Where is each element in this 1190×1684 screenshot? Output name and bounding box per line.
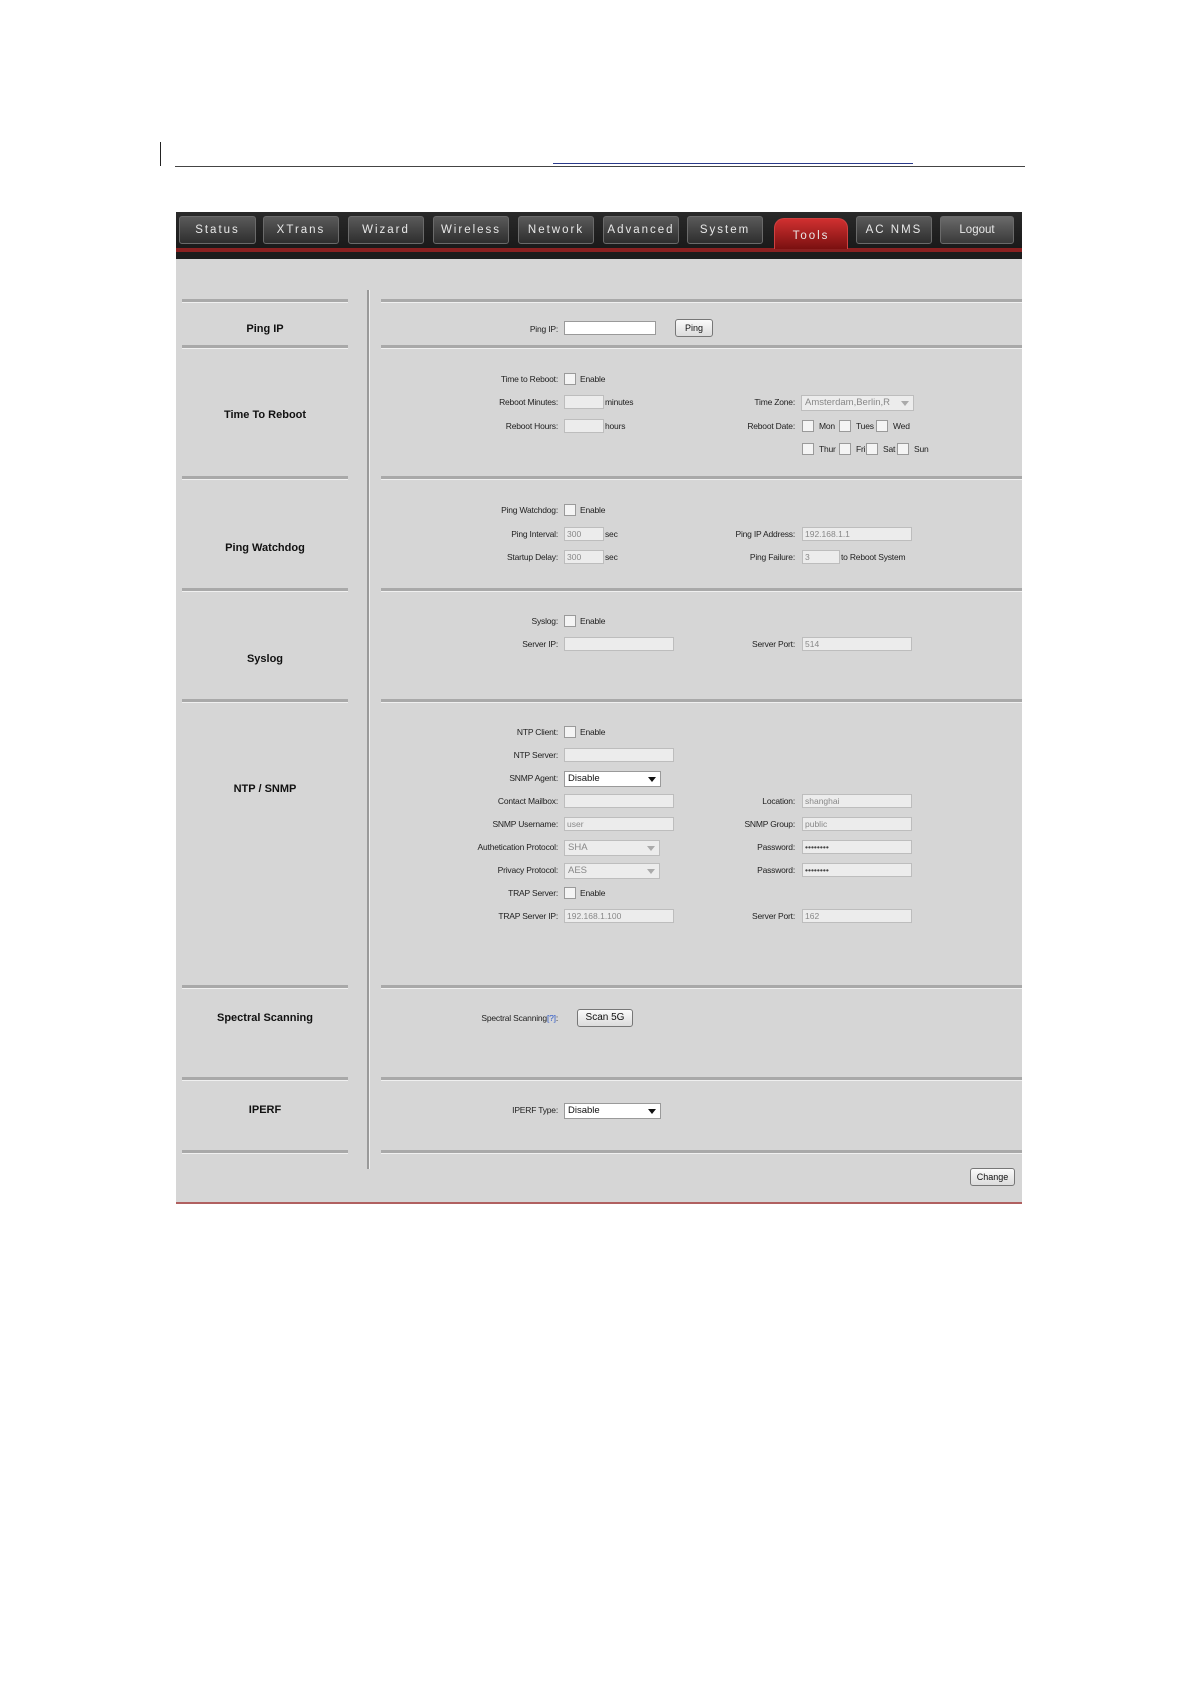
day-checkbox-sat[interactable] <box>866 443 878 455</box>
privacy-protocol-value: AES <box>568 865 588 876</box>
section-title-syslog: Syslog <box>246 653 284 665</box>
time-zone-select[interactable] <box>801 395 914 411</box>
time-zone-value: Amsterdam,Berlin,R <box>805 397 890 408</box>
section-title-spectral-scanning: Spectral Scanning <box>217 1012 313 1024</box>
ping-ip-address-label: Ping IP Address: <box>735 529 795 539</box>
reboot-hours-label: Reboot Hours: <box>505 421 558 431</box>
reboot-minutes-label: Reboot Minutes: <box>499 397 558 407</box>
ping-failure-input[interactable]: 3 <box>802 550 840 564</box>
divider <box>381 1150 1022 1154</box>
section-title-iperf: IPERF <box>248 1104 282 1116</box>
section-title-ping-watchdog: Ping Watchdog <box>225 542 305 554</box>
header-link-underline <box>553 163 913 164</box>
tab-advanced[interactable]: Advanced <box>603 216 679 244</box>
auth-protocol-value: SHA <box>568 842 588 853</box>
privacy-protocol-label: Privacy Protocol: <box>497 865 558 875</box>
snmp-group-label: SNMP Group: <box>744 819 795 829</box>
divider <box>182 476 348 480</box>
divider <box>381 345 1022 349</box>
divider <box>381 1077 1022 1081</box>
trap-server-ip-label: TRAP Server IP: <box>498 911 558 921</box>
divider <box>381 299 1022 303</box>
location-input[interactable]: shanghai <box>802 794 912 808</box>
location-label: Location: <box>762 796 795 806</box>
chevron-down-icon <box>648 777 656 782</box>
divider <box>381 699 1022 703</box>
ntp-client-label: NTP Client: <box>516 727 558 737</box>
reboot-date-label: Reboot Date: <box>747 421 795 431</box>
startup-delay-unit: sec <box>605 552 618 562</box>
tab-network[interactable]: Network <box>518 216 594 244</box>
logout-button[interactable]: Logout <box>940 216 1014 244</box>
contact-mailbox-input[interactable] <box>564 794 674 808</box>
tab-status[interactable]: Status <box>179 216 256 244</box>
day-label-mon: Mon <box>819 421 835 431</box>
day-label-sun: Sun <box>914 444 929 454</box>
authentication-protocol-select[interactable] <box>564 840 660 856</box>
divider <box>381 588 1022 592</box>
ping-watchdog-label: Ping Watchdog: <box>501 505 558 515</box>
day-checkbox-thur[interactable] <box>802 443 814 455</box>
ntp-client-checkbox[interactable] <box>564 726 576 738</box>
syslog-checkbox[interactable] <box>564 615 576 627</box>
ping-failure-suffix: to Reboot System <box>841 552 906 562</box>
ping-button[interactable]: Ping <box>675 319 713 337</box>
enable-text: Enable <box>580 727 606 737</box>
reboot-minutes-input[interactable] <box>564 395 604 409</box>
tab-wizard[interactable]: Wizard <box>348 216 424 244</box>
enable-text: Enable <box>580 616 606 626</box>
auth-password-input[interactable]: •••••••• <box>802 840 912 854</box>
time-to-reboot-checkbox[interactable] <box>564 373 576 385</box>
ping-failure-label: Ping Failure: <box>749 552 795 562</box>
page-header-rule <box>175 166 1025 167</box>
day-checkbox-fri[interactable] <box>839 443 851 455</box>
snmp-agent-select[interactable] <box>564 771 661 787</box>
reboot-hours-input[interactable] <box>564 419 604 433</box>
privacy-password-label: Password: <box>757 865 795 875</box>
syslog-server-ip-input[interactable] <box>564 637 674 651</box>
scan-5g-button[interactable]: Scan 5G <box>577 1009 633 1027</box>
divider <box>182 299 348 303</box>
snmp-group-input[interactable]: public <box>802 817 912 831</box>
divider <box>182 345 348 349</box>
contact-mailbox-label: Contact Mailbox: <box>497 796 558 806</box>
nav-shadow-line <box>176 252 1022 259</box>
spectral-scanning-text: Spectral Scanning <box>481 1013 547 1023</box>
enable-text: Enable <box>580 374 606 384</box>
top-navigation-bar <box>176 212 1022 259</box>
startup-delay-label: Startup Delay: <box>506 552 558 562</box>
trap-server-label: TRAP Server: <box>508 888 558 898</box>
ping-ip-address-input[interactable]: 192.168.1.1 <box>802 527 912 541</box>
page-margin-bar <box>160 142 161 166</box>
privacy-protocol-select[interactable] <box>564 863 660 879</box>
trap-server-port-input[interactable]: 162 <box>802 909 912 923</box>
divider <box>182 1150 348 1154</box>
day-checkbox-mon[interactable] <box>802 420 814 432</box>
trap-server-port-label: Server Port: <box>752 911 795 921</box>
tab-wireless[interactable]: Wireless <box>433 216 509 244</box>
day-checkbox-sun[interactable] <box>897 443 909 455</box>
server-port-label: Server Port: <box>752 639 795 649</box>
snmp-username-input[interactable]: user <box>564 817 674 831</box>
startup-delay-input[interactable]: 300 <box>564 550 604 564</box>
section-title-ping-ip: Ping IP <box>246 323 284 335</box>
ping-interval-input[interactable]: 300 <box>564 527 604 541</box>
iperf-type-value: Disable <box>568 1105 600 1116</box>
privacy-password-input[interactable]: •••••••• <box>802 863 912 877</box>
iperf-type-select[interactable] <box>564 1103 661 1119</box>
trap-server-checkbox[interactable] <box>564 887 576 899</box>
column-divider <box>367 290 370 1169</box>
day-label-fri: Fri <box>856 444 866 454</box>
snmp-username-label: SNMP Username: <box>492 819 558 829</box>
iperf-type-label: IPERF Type: <box>512 1105 558 1115</box>
tab-system[interactable]: System <box>687 216 763 244</box>
syslog-label: Syslog: <box>531 616 558 626</box>
router-tools-page <box>176 212 1022 1204</box>
ntp-server-input[interactable] <box>564 748 674 762</box>
chevron-down-icon <box>901 401 909 406</box>
snmp-agent-value: Disable <box>568 773 600 784</box>
time-to-reboot-label: Time to Reboot: <box>500 374 558 384</box>
divider <box>182 985 348 989</box>
change-button[interactable]: Change <box>970 1168 1015 1186</box>
ping-interval-label: Ping Interval: <box>511 529 558 539</box>
authentication-protocol-label: Authetication Protocol: <box>477 842 558 852</box>
server-ip-label: Server IP: <box>522 639 558 649</box>
chevron-down-icon <box>647 846 655 851</box>
time-zone-label: Time Zone: <box>754 397 795 407</box>
trap-server-ip-input[interactable]: 192.168.1.100 <box>564 909 674 923</box>
section-title-ntp-snmp: NTP / SNMP <box>233 783 297 795</box>
divider <box>381 985 1022 989</box>
day-checkbox-wed[interactable] <box>876 420 888 432</box>
divider <box>182 588 348 592</box>
enable-text: Enable <box>580 888 606 898</box>
day-label-wed: Wed <box>893 421 910 431</box>
interval-unit: sec <box>605 529 618 539</box>
syslog-server-port-input[interactable]: 514 <box>802 637 912 651</box>
chevron-down-icon <box>648 1109 656 1114</box>
tab-tools[interactable]: Tools <box>774 218 848 249</box>
ping-ip-label: Ping IP: <box>529 324 558 334</box>
day-label-tues: Tues <box>856 421 874 431</box>
hours-unit: hours <box>605 421 626 431</box>
day-checkbox-tues[interactable] <box>839 420 851 432</box>
ntp-server-label: NTP Server: <box>513 750 558 760</box>
day-label-thur: Thur <box>819 444 836 454</box>
section-title-time-to-reboot: Time To Reboot <box>223 409 307 421</box>
divider <box>381 476 1022 480</box>
day-label-sat: Sat <box>883 444 896 454</box>
divider <box>182 1077 348 1081</box>
label-colon: : <box>555 1013 558 1023</box>
spectral-scanning-label <box>456 1013 558 1023</box>
help-link[interactable]: [?] <box>546 1013 556 1023</box>
enable-text: Enable <box>580 505 606 515</box>
divider <box>182 699 348 703</box>
auth-password-label: Password: <box>757 842 795 852</box>
ping-watchdog-checkbox[interactable] <box>564 504 576 516</box>
ping-ip-input[interactable] <box>564 321 656 335</box>
tab-xtrans[interactable]: XTrans <box>263 216 339 244</box>
chevron-down-icon <box>647 869 655 874</box>
snmp-agent-label: SNMP Agent: <box>509 773 558 783</box>
minutes-unit: minutes <box>605 397 634 407</box>
tab-ac-nms[interactable]: AC NMS <box>856 216 932 244</box>
